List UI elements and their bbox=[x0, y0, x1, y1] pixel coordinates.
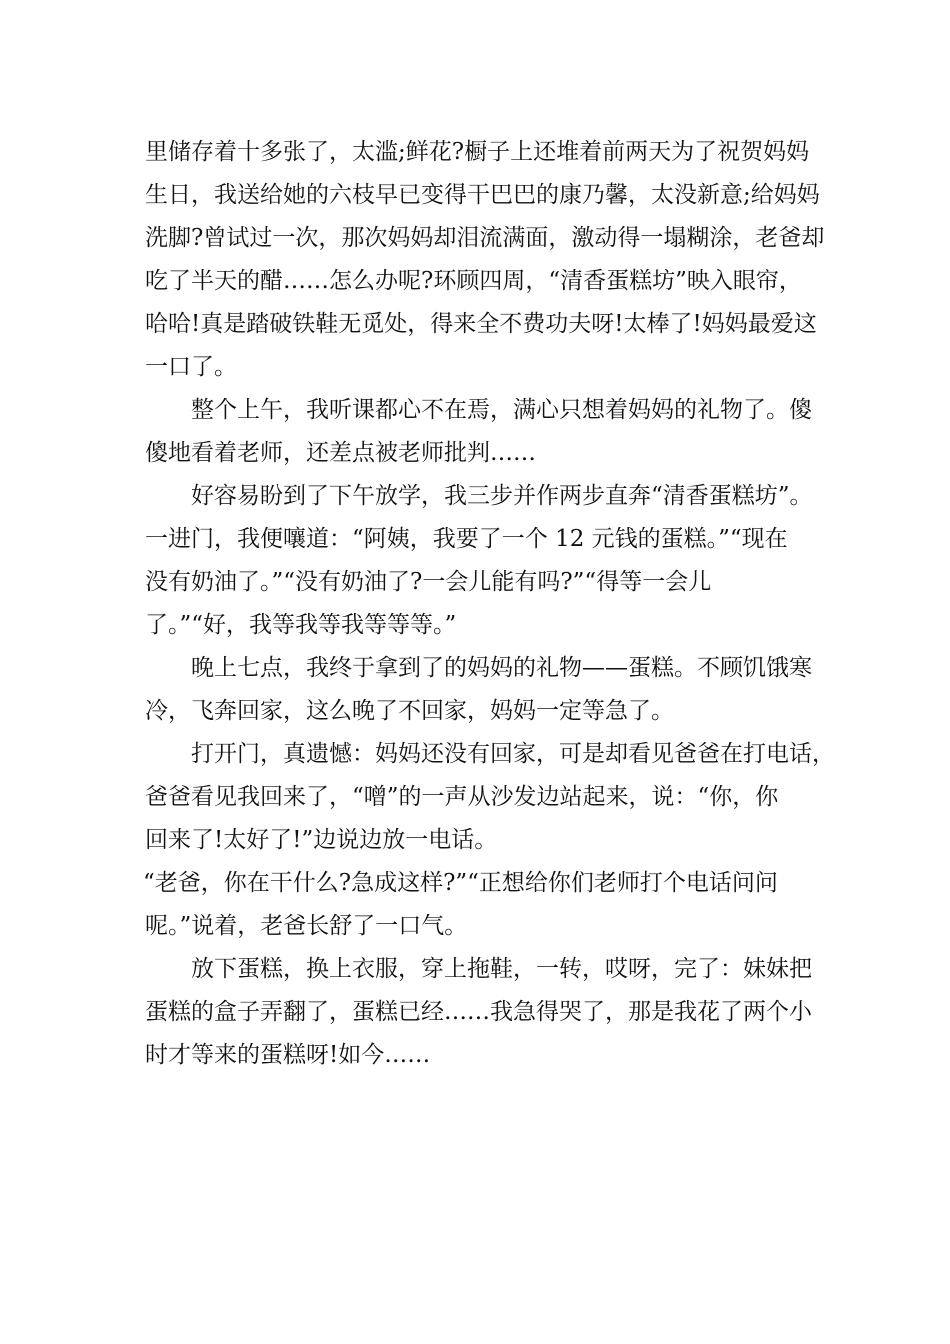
text-line: 时才等来的蛋糕呀!如今…… bbox=[145, 1042, 431, 1068]
paragraph-start-line: “老爸，你在干什么?急成这样?”“正想给你们老师打个电话问问 bbox=[143, 870, 778, 896]
text-line: 哈哈!真是踏破铁鞋无觅处，得来全不费功夫呀!太棒了!妈妈最爱这 bbox=[145, 311, 817, 337]
text-line: 一口了。 bbox=[145, 354, 237, 380]
text-line: 生日，我送给她的六枝早已变得干巴巴的康乃馨，太没新意;给妈妈 bbox=[145, 182, 820, 208]
text-line: 回来了!太好了!”边说边放一电话。 bbox=[145, 827, 498, 853]
paragraph-start-line: 好容易盼到了下午放学，我三步并作两步直奔“清香蛋糕坊”。 bbox=[191, 483, 813, 509]
text-line: 洗脚?曾试过一次，那次妈妈却泪流满面，激动得一塌糊涂，老爸却 bbox=[145, 225, 825, 251]
paragraph-start-line: 晚上七点，我终于拿到了的妈妈的礼物——蛋糕。不顾饥饿寒 bbox=[191, 655, 812, 681]
article-body bbox=[143, 131, 835, 1077]
text-line: 一进门，我便嚷道：“阿姨，我要了一个 12 元钱的蛋糕。”“现在 bbox=[145, 526, 788, 552]
text-line: 傻地看着老师，还差点被老师批判…… bbox=[145, 440, 536, 466]
text-line: 没有奶油了。”“没有奶油了?一会儿能有吗?”“得等一会儿 bbox=[145, 569, 712, 595]
text-line: 了。”“好，我等我等我等等等。” bbox=[145, 612, 457, 638]
text-line: 爸爸看见我回来了，“噌”的一声从沙发边站起来，说：“你，你 bbox=[145, 784, 779, 810]
paragraph-start-line: 打开门，真遗憾：妈妈还没有回家，可是却看见爸爸在打电话， bbox=[191, 741, 835, 767]
text-line: 里储存着十多张了，太滥;鲜花?橱子上还堆着前两天为了祝贺妈妈 bbox=[145, 139, 810, 165]
text-line: 吃了半天的醋……怎么办呢?环顾四周，“清香蛋糕坊”映入眼帘， bbox=[145, 268, 802, 294]
text-line: 冷，飞奔回家，这么晚了不回家，妈妈一定等急了。 bbox=[145, 698, 674, 724]
text-line: 呢。”说着，老爸长舒了一口气。 bbox=[145, 913, 468, 939]
paragraph-start-line: 整个上午，我听课都心不在焉，满心只想着妈妈的礼物了。傻 bbox=[191, 397, 812, 423]
paragraph-start-line: 放下蛋糕，换上衣服，穿上拖鞋，一转，哎呀，完了：妹妹把 bbox=[191, 956, 812, 982]
text-line: 蛋糕的盒子弄翻了，蛋糕已经……我急得哭了，那是我花了两个小 bbox=[145, 999, 812, 1025]
